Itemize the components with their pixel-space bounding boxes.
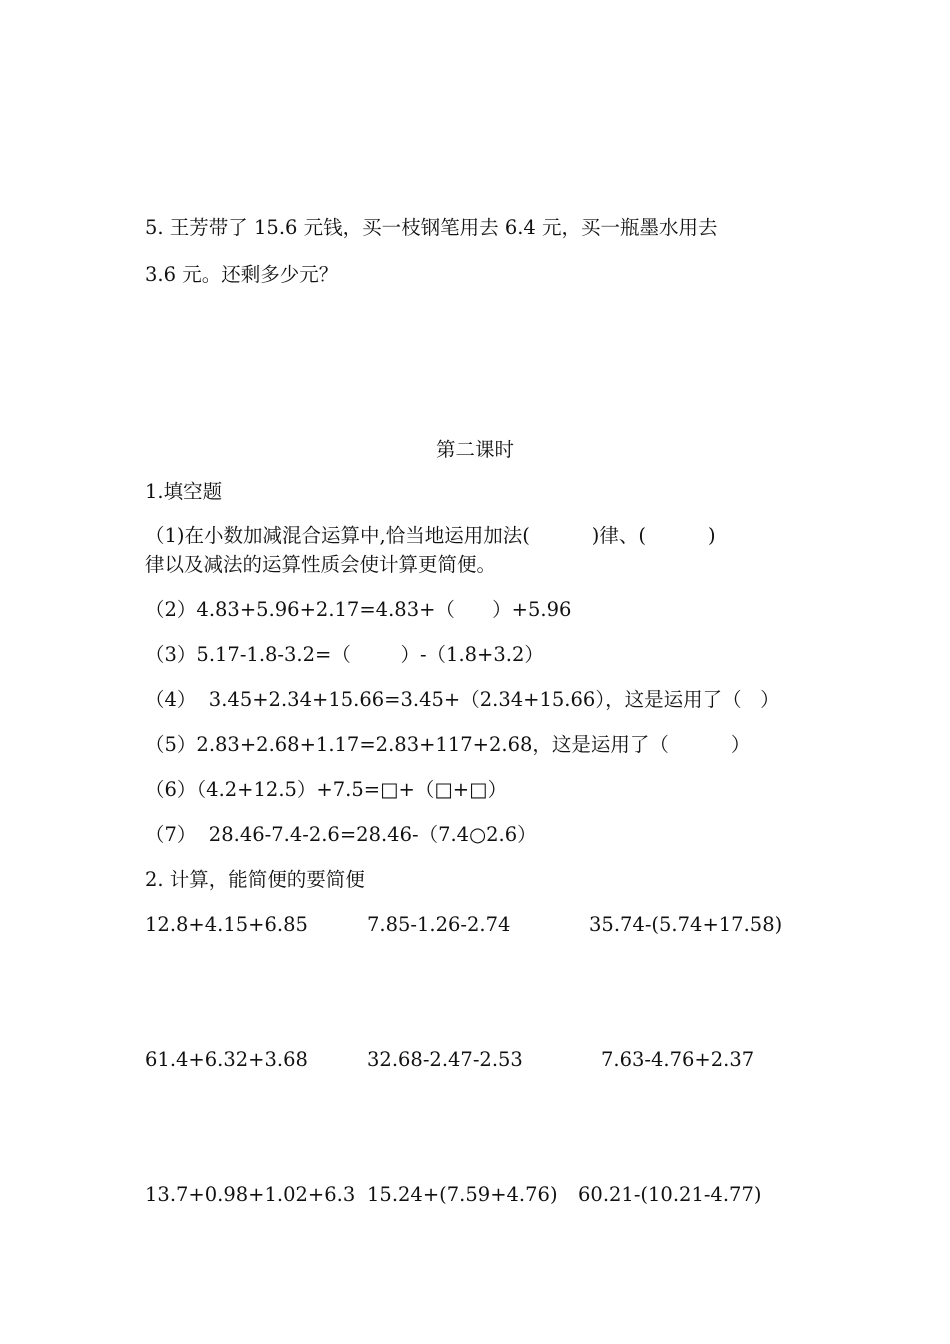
fill-item-2: （2）4.83+5.96+2.17=4.83+（ ）+5.96 xyxy=(145,598,572,621)
fill-item-1: （1)在小数加减混合运算中,恰当地运用加法( )律、( ) xyxy=(145,524,716,547)
calc-expr: 13.7+0.98+1.02+6.3 xyxy=(145,1183,356,1206)
calc-expr: 61.4+6.32+3.68 xyxy=(145,1048,308,1071)
section-title: 第二课时 xyxy=(435,438,514,461)
fill-item-3: （3）5.17-1.8-3.2=（ ）-（1.8+3.2） xyxy=(145,643,544,666)
fill-item-4: （4） 3.45+2.34+15.66=3.45+（2.34+15.66），这是运用了（ ） xyxy=(145,688,780,711)
calc-expr: 35.74-(5.74+17.58) xyxy=(589,913,783,936)
calc-expr: 7.85-1.26-2.74 xyxy=(367,913,511,936)
problem-5-line-1: 5. 王芳带了 15.6 元钱，买一枝钢笔用去 6.4 元，买一瓶墨水用去 xyxy=(145,216,718,239)
fill-item-6: （6）（4.2+12.5）+7.5=□+（□+□） xyxy=(145,778,508,801)
calc-expr: 12.8+4.15+6.85 xyxy=(145,913,308,936)
calc-heading: 2. 计算，能简便的要简便 xyxy=(145,868,365,891)
calc-expr: 32.68-2.47-2.53 xyxy=(367,1048,523,1071)
fill-item-1-cont: 律以及减法的运算性质会使计算更简便。 xyxy=(145,553,497,576)
calc-expr: 60.21-(10.21-4.77) xyxy=(578,1183,762,1206)
problem-5-line-2: 3.6 元。还剩多少元？ xyxy=(145,263,339,286)
fill-item-5: （5）2.83+2.68+1.17=2.83+117+2.68，这是运用了（ ） xyxy=(145,733,751,756)
calc-expr: 7.63-4.76+2.37 xyxy=(601,1048,755,1071)
fill-heading: 1.填空题 xyxy=(145,480,223,503)
calc-expr: 15.24+(7.59+4.76) xyxy=(367,1183,558,1206)
fill-item-7: （7） 28.46-7.4-2.6=28.46-（7.4○2.6） xyxy=(145,823,537,846)
